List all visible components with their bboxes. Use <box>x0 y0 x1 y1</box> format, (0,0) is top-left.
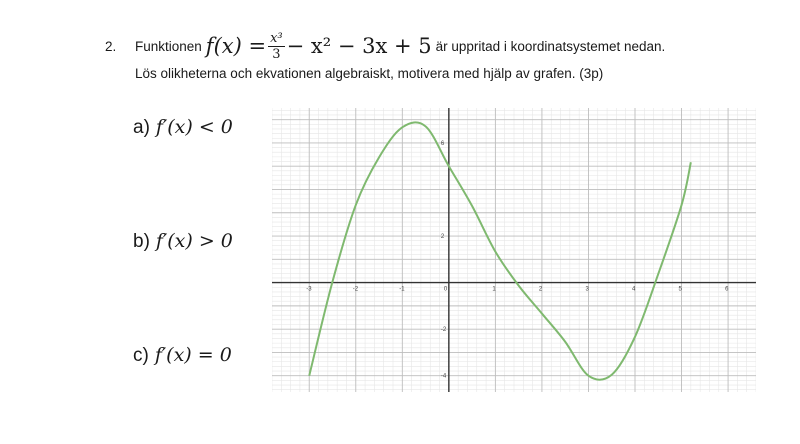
task-b <box>133 230 233 253</box>
fraction-denominator: 3 <box>272 46 281 62</box>
task-c-label: c) <box>133 345 149 366</box>
function-rest: − x² − 3x + 5 <box>286 34 432 58</box>
y-tick-label: 6 <box>440 140 445 147</box>
x-tick-label: -3 <box>306 286 312 293</box>
problem-statement <box>105 30 666 81</box>
function-fraction <box>268 31 285 62</box>
y-tick-label: -4 <box>440 373 447 380</box>
function-graph <box>272 108 756 392</box>
problem-first-line <box>105 30 665 62</box>
problem-instruction: Lös olikheterna och ekvationen algebraiskt, motivera med hjälp av grafen. (3p) <box>135 66 604 81</box>
x-tick-label: 5 <box>678 286 682 293</box>
x-tick-label: 3 <box>585 286 589 293</box>
task-a-label: a) <box>133 117 150 138</box>
x-tick-label: 4 <box>632 286 636 293</box>
problem-trailing-text: är uppritad i koordinatsystemet nedan. <box>435 38 666 54</box>
x-tick-label: -1 <box>399 286 405 293</box>
fraction-numerator: x³ <box>270 30 283 46</box>
function-formula <box>206 31 432 62</box>
x-tick-label: 2 <box>538 286 543 293</box>
problem-intro: Funktionen <box>135 38 202 54</box>
y-tick-label: -2 <box>440 327 447 334</box>
x-tick-label: 1 <box>492 286 496 293</box>
task-c-expression: f′(x) = 0 <box>154 344 232 366</box>
task-a <box>133 116 233 139</box>
x-tick-label: -2 <box>352 286 359 293</box>
task-b-expression: f′(x) > 0 <box>155 230 233 252</box>
task-c <box>133 344 232 367</box>
function-lhs: f(x) = <box>205 34 267 58</box>
function-curve <box>309 122 691 379</box>
x-tick-label: 6 <box>725 286 729 293</box>
problem-number: 2. <box>105 38 117 54</box>
task-b-label: b) <box>133 231 150 252</box>
y-tick-label: 2 <box>440 234 445 241</box>
x-tick-label: 0 <box>443 286 448 293</box>
task-a-expression: f′(x) < 0 <box>155 116 233 138</box>
